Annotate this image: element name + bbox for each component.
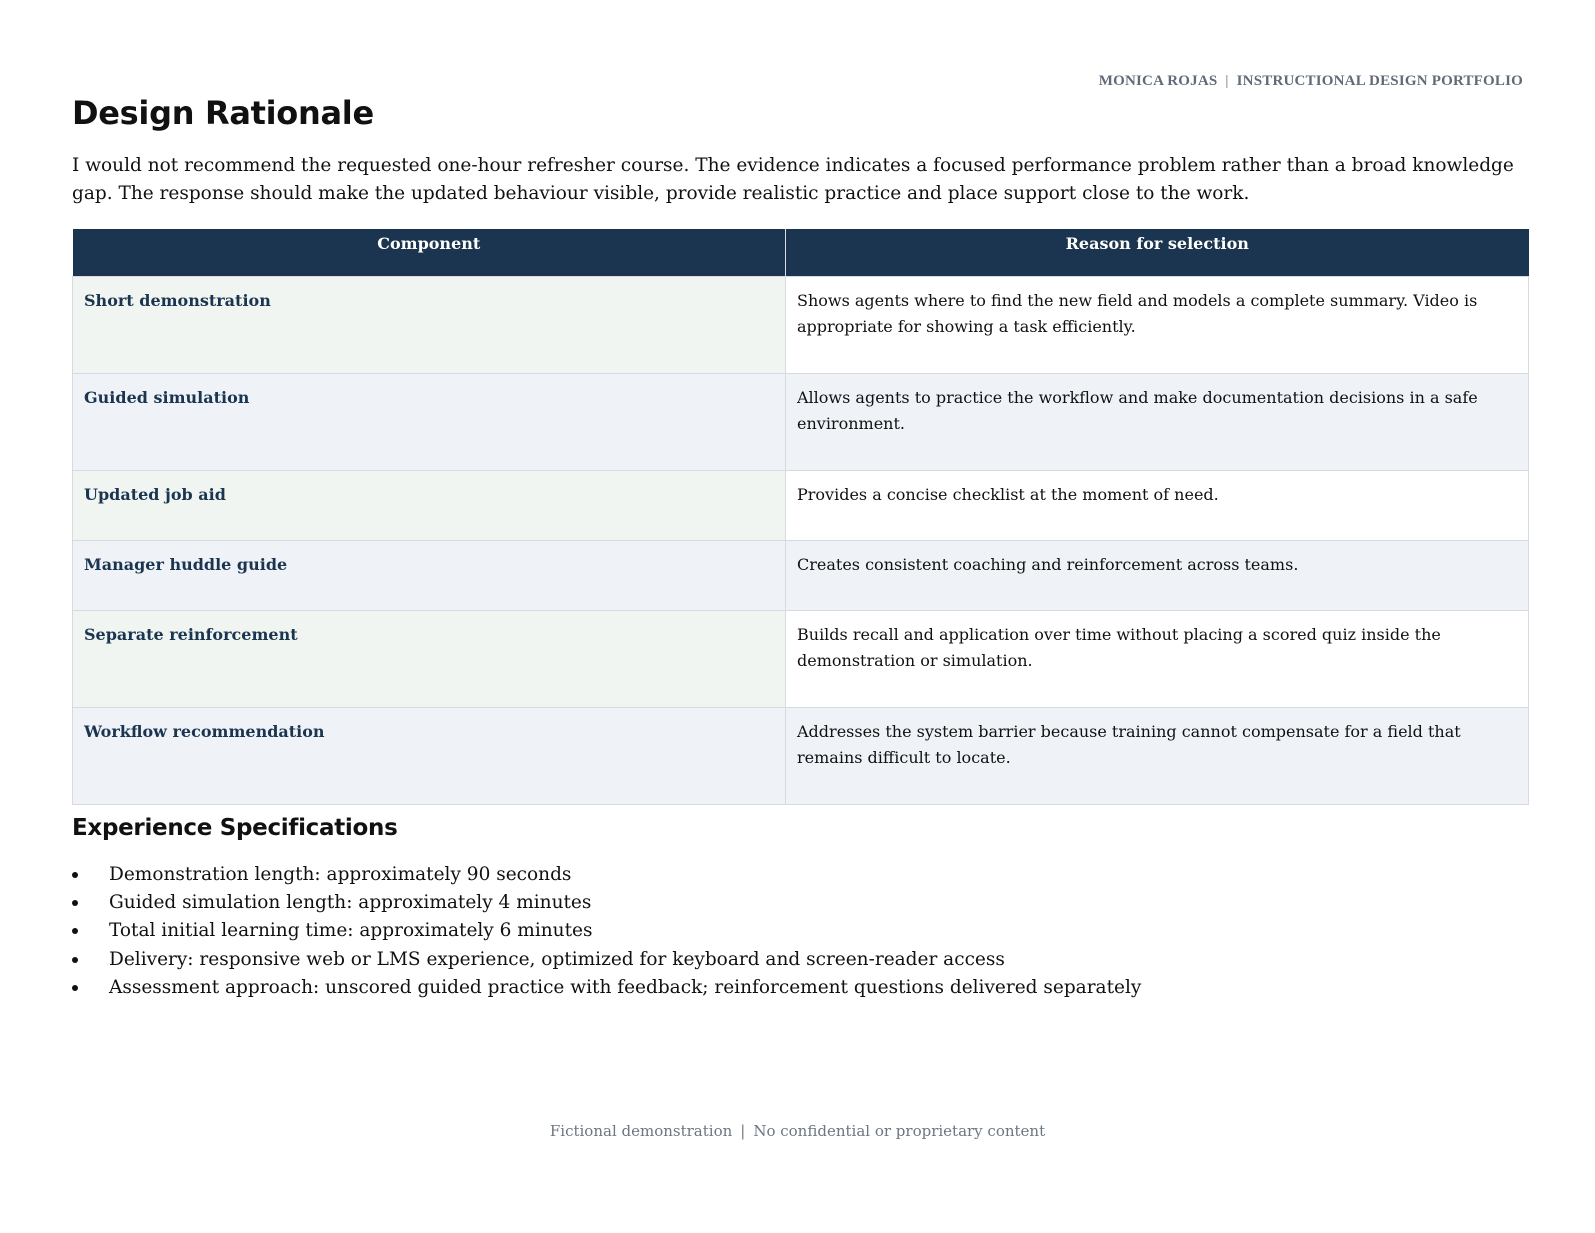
component-cell: Short demonstration bbox=[73, 276, 786, 373]
footer-right-text: No confidential or proprietary content bbox=[753, 1122, 1046, 1140]
table-row bbox=[73, 610, 1529, 707]
component-cell: Manager huddle guide bbox=[73, 540, 786, 610]
bullet-icon bbox=[72, 957, 78, 963]
bullet-icon bbox=[72, 985, 78, 991]
component-cell: Updated job aid bbox=[73, 470, 786, 540]
header-separator: | bbox=[1225, 73, 1229, 89]
list-item-text: Assessment approach: unscored guided practice with feedback; reinforcement questions delivered separately bbox=[109, 976, 1142, 998]
reason-cell: Addresses the system barrier because training cannot compensate for a field that remains difficult to locate. bbox=[786, 707, 1529, 804]
list-item bbox=[72, 917, 1141, 945]
running-header bbox=[1099, 73, 1523, 90]
table-row bbox=[73, 707, 1529, 804]
list-item bbox=[72, 946, 1141, 974]
footer-separator: | bbox=[740, 1122, 746, 1140]
page-footer bbox=[0, 1122, 1595, 1140]
intro-paragraph: I would not recommend the requested one-hour refresher course. The evidence indicates a focused performance problem rather than a broad knowledge gap. The response should make the updated behaviour visible, provide realistic practice and place support close to the work. bbox=[72, 155, 1514, 204]
column-header-component: Component bbox=[73, 229, 786, 276]
rationale-table bbox=[72, 229, 1529, 805]
bullet-icon bbox=[72, 928, 78, 934]
table-row bbox=[73, 470, 1529, 540]
footer-left-text: Fictional demonstration bbox=[549, 1122, 733, 1140]
list-item-text: Total initial learning time: approximately 6 minutes bbox=[109, 920, 593, 942]
portfolio-title: INSTRUCTIONAL DESIGN PORTFOLIO bbox=[1236, 73, 1523, 89]
reason-cell: Provides a concise checklist at the moment of need. bbox=[786, 470, 1529, 540]
table-header-row bbox=[73, 229, 1529, 276]
component-cell: Guided simulation bbox=[73, 373, 786, 470]
reason-cell: Allows agents to practice the workflow and make documentation decisions in a safe environment. bbox=[786, 373, 1529, 470]
list-item-text: Delivery: responsive web or LMS experience, optimized for keyboard and screen-reader access bbox=[109, 948, 1005, 970]
list-item bbox=[72, 974, 1141, 1002]
reason-cell: Creates consistent coaching and reinforcement across teams. bbox=[786, 540, 1529, 610]
specifications-list bbox=[72, 861, 1141, 1002]
table-row bbox=[73, 373, 1529, 470]
list-item bbox=[72, 861, 1141, 889]
column-header-reason: Reason for selection bbox=[786, 229, 1529, 276]
component-cell: Workflow recommendation bbox=[73, 707, 786, 804]
list-item-text: Demonstration length: approximately 90 seconds bbox=[109, 864, 572, 885]
bullet-icon bbox=[72, 900, 78, 906]
page-title: Design Rationale bbox=[72, 94, 374, 132]
bullet-icon bbox=[72, 872, 78, 878]
specifications-heading: Experience Specifications bbox=[72, 815, 398, 841]
list-item-text: Guided simulation length: approximately 4 minutes bbox=[109, 892, 592, 914]
author-name: MONICA ROJAS bbox=[1098, 73, 1218, 89]
reason-cell: Builds recall and application over time without placing a scored quiz inside the demonstration or simulation. bbox=[786, 610, 1529, 707]
reason-cell: Shows agents where to find the new field and models a complete summary. Video is appropriate for showing a task efficiently. bbox=[786, 276, 1529, 373]
table-row bbox=[73, 276, 1529, 373]
component-cell: Separate reinforcement bbox=[73, 610, 786, 707]
list-item bbox=[72, 889, 1141, 917]
table-row bbox=[73, 540, 1529, 610]
